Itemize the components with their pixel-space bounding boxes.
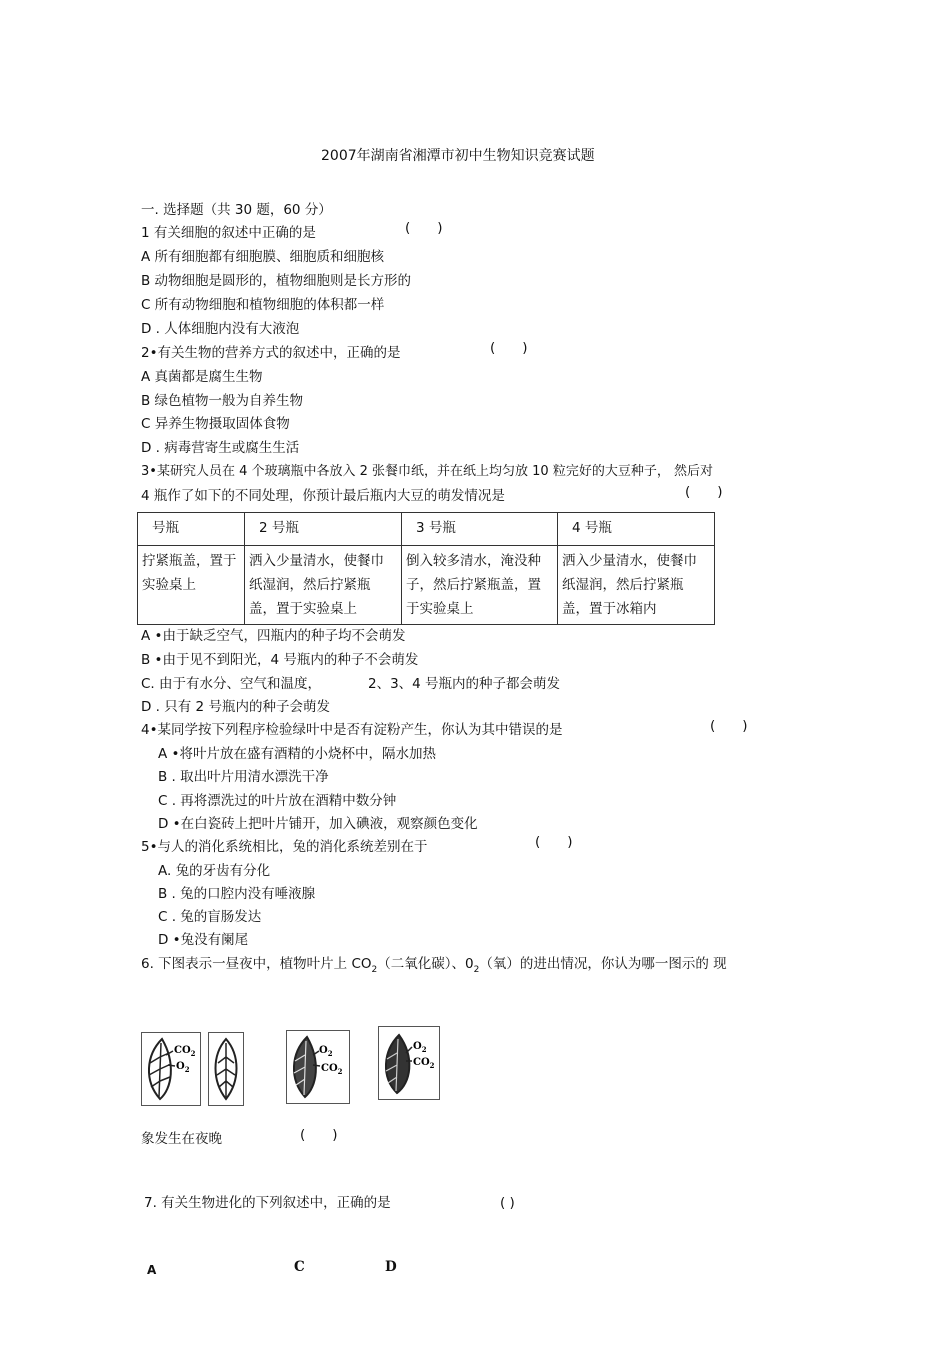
q6-stem-line2: 象发生在夜晚 (141, 1131, 222, 1147)
q6-stem-part-b: （二氧化碳）、0 (377, 956, 474, 972)
q3-answer-paren: ( ) (685, 484, 723, 500)
leaf-icon (287, 1031, 349, 1103)
q2-option-a: A 真菌都是腐生生物 (141, 369, 263, 385)
q5-option-c: C . 兔的盲肠发达 (158, 909, 262, 925)
q4-stem: 4•某同学按下列程序检验绿叶中是否有淀粉产生，你认为其中错误的是 (141, 722, 563, 738)
q6-stem-part-a: 6. 下图表示一昼夜中，植物叶片上 CO (141, 956, 372, 972)
q2-option-b: B 绿色植物一般为自养生物 (141, 393, 304, 409)
o2-label: $O_2$ (319, 1045, 333, 1058)
q1-option-d: D . 人体细胞内没有大液泡 (141, 321, 300, 337)
q2-option-d: D . 病毒营寄生或腐生生活 (141, 440, 300, 456)
q7-option-d-label: D (385, 1259, 397, 1275)
page-title: 2007年湖南省湘潭市初中生物知识竞赛试题 (321, 148, 595, 164)
leaf-figure-4 (378, 1026, 440, 1100)
q6-answer-paren: ( ) (300, 1127, 338, 1143)
q7-stem: 7. 有关生物进化的下列叙述中，正确的是 (144, 1195, 391, 1211)
q2-answer-paren: ( ) (490, 340, 528, 356)
section-heading: 一. 选择题（共 30 题，60 分） (141, 202, 332, 218)
q1-answer-paren: ( ) (405, 220, 443, 236)
leaf-icon (379, 1027, 439, 1099)
q6-subscript: 2 (371, 965, 378, 975)
o2-label: $O_2$ (413, 1041, 427, 1054)
q3-header-cell: 2 号瓶 (245, 513, 402, 546)
q6-stem-part-c: （氧）的进出情况，你认为哪一图示的 现 (479, 956, 727, 972)
co2-label: $CO_2$ (174, 1045, 196, 1058)
co2-label: $CO_2$ (413, 1057, 435, 1070)
q3-header-cell: 3 号瓶 (402, 513, 558, 546)
q7-option-a-label: A (147, 1263, 157, 1277)
q1-option-b: B 动物细胞是圆形的，植物细胞则是长方形的 (141, 273, 412, 289)
q3-cell: 洒入少量清水，使餐巾纸湿润，然后拧紧瓶盖，置于冰箱内 (558, 546, 715, 625)
leaf-figure-1 (141, 1032, 201, 1106)
q3-option-d: D . 只有 2 号瓶内的种子会萌发 (141, 699, 330, 715)
q3-cell: 洒入少量清水，使餐巾纸湿润，然后拧紧瓶盖，置于实验桌上 (245, 546, 402, 625)
q6-subscript: 2 (473, 965, 480, 975)
q4-answer-paren: ( ) (710, 718, 748, 734)
q5-option-d: D •兔没有阑尾 (158, 932, 249, 948)
q5-option-a: A. 兔的牙齿有分化 (158, 863, 271, 879)
q5-answer-paren: ( ) (535, 834, 573, 850)
q4-option-b: B . 取出叶片用清水漂洗干净 (158, 769, 329, 785)
q3-table-header-row (138, 513, 715, 546)
q3-option-c-part1: C. 由于有水分、空气和温度， (141, 676, 322, 692)
q4-option-d: D •在白瓷砖上把叶片铺开，加入碘液，观察颜色变化 (158, 816, 478, 832)
q3-table (137, 512, 715, 625)
q3-cell: 拧紧瓶盖，置于实验桌上 (138, 546, 245, 625)
q1-option-c: C 所有动物细胞和植物细胞的体积都一样 (141, 297, 385, 313)
leaf-icon (209, 1033, 243, 1105)
leaf-figure-2 (208, 1032, 244, 1106)
co2-label: $CO_2$ (321, 1063, 343, 1076)
q3-header-cell: 号瓶 (138, 513, 245, 546)
q5-option-b: B . 兔的口腔内没有唾液腺 (158, 886, 316, 902)
q3-table-row (138, 546, 715, 625)
leaf-figure-3 (286, 1030, 350, 1104)
q3-option-a: A •由于缺乏空气，四瓶内的种子均不会萌发 (141, 628, 406, 644)
q3-option-b: B •由于见不到阳光，4 号瓶内的种子不会萌发 (141, 652, 419, 668)
q2-option-c: C 异养生物摄取固体食物 (141, 416, 290, 432)
q7-answer-paren: ( ) (500, 1195, 515, 1211)
q5-stem: 5•与人的消化系统相比，兔的消化系统差别在于 (141, 839, 428, 855)
q7-option-c-label: C (294, 1259, 305, 1275)
q3-stem-line1: 3•某研究人员在 4 个玻璃瓶中各放入 2 张餐巾纸，并在纸上均匀放 10 粒完好的大豆种子， 然后对 (141, 464, 713, 479)
leaf-icon (142, 1033, 200, 1105)
q3-option-c-part2: 2、3、4 号瓶内的种子都会萌发 (368, 676, 561, 692)
q3-stem-line2: 4 瓶作了如下的不同处理，你预计最后瓶内大豆的萌发情况是 (141, 488, 505, 504)
q4-option-a: A •将叶片放在盛有酒精的小烧杯中，隔水加热 (158, 746, 436, 762)
q1-option-a: A 所有细胞都有细胞膜、细胞质和细胞核 (141, 249, 385, 265)
q3-header-cell: 4 号瓶 (558, 513, 715, 546)
q3-cell: 倒入较多清水，淹没种子，然后拧紧瓶盖，置于实验桌上 (402, 546, 558, 625)
o2-label: $O_2$ (176, 1061, 190, 1074)
q4-option-c: C . 再将漂洗过的叶片放在酒精中数分钟 (158, 793, 397, 809)
q2-stem: 2•有关生物的营养方式的叙述中，正确的是 (141, 345, 401, 361)
q1-stem: 1 有关细胞的叙述中正确的是 (141, 225, 316, 241)
q6-stem (141, 955, 727, 975)
